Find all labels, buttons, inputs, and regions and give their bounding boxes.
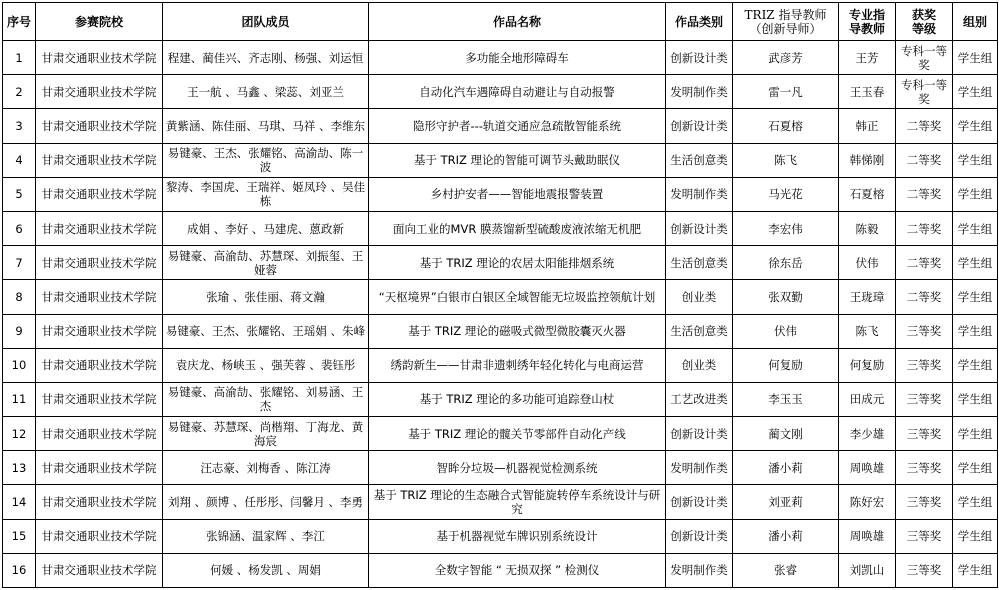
cell-category: 发明制作类: [666, 451, 733, 485]
header-school: 参赛院校: [36, 3, 163, 41]
table-row: [3, 109, 998, 143]
table-row: [3, 417, 998, 451]
table-row: [3, 211, 998, 245]
cell-members: 张瑜 、张佳丽、蒋文瀚: [163, 280, 369, 314]
cell-group: 学生组: [953, 280, 998, 314]
cell-school: 甘肃交通职业技术学院: [36, 109, 163, 143]
cell-work: 基于 TRIZ 理论的多功能可追踪登山杖: [369, 382, 666, 416]
cell-pro-mentor: 韩正: [839, 109, 896, 143]
cell-no: 5: [3, 177, 36, 211]
table-row: [3, 348, 998, 382]
table-row: [3, 246, 998, 280]
cell-triz-mentor: 徐东岳: [733, 246, 839, 280]
cell-work: 面向工业的MVR 膜蒸馏新型硫酸废液浓缩无机肥: [369, 211, 666, 245]
cell-pro-mentor: 李少雄: [839, 417, 896, 451]
cell-members: 王一航 、马鑫 、梁蕊、刘亚兰: [163, 75, 369, 109]
table-row: [3, 41, 998, 75]
cell-members: 黎涛、李国虎、王瑞祥、姬凤玲 、吴佳栋: [163, 177, 369, 211]
cell-no: 10: [3, 348, 36, 382]
cell-award: 二等奖: [896, 177, 953, 211]
table-row: [3, 485, 998, 519]
cell-work: 乡村护安者——智能地震报警装置: [369, 177, 666, 211]
cell-work: “天枢境界”白银市白银区全域智能无垃圾监控领航计划: [369, 280, 666, 314]
cell-school: 甘肃交通职业技术学院: [36, 417, 163, 451]
cell-award: 专科一等奖: [896, 75, 953, 109]
cell-pro-mentor: 陈好宏: [839, 485, 896, 519]
cell-group: 学生组: [953, 177, 998, 211]
cell-category: 创新设计类: [666, 485, 733, 519]
cell-pro-mentor: 田成元: [839, 382, 896, 416]
cell-category: 创新设计类: [666, 41, 733, 75]
cell-members: 易键豪、王杰、张耀铭、王瑶娟 、朱峰: [163, 314, 369, 348]
cell-no: 11: [3, 382, 36, 416]
cell-award: 三等奖: [896, 348, 953, 382]
cell-school: 甘肃交通职业技术学院: [36, 280, 163, 314]
cell-work: 基于机器视觉车牌识别系统设计: [369, 519, 666, 553]
cell-award: 三等奖: [896, 485, 953, 519]
cell-school: 甘肃交通职业技术学院: [36, 485, 163, 519]
cell-group: 学生组: [953, 417, 998, 451]
cell-school: 甘肃交通职业技术学院: [36, 143, 163, 177]
cell-pro-mentor: 王芳: [839, 41, 896, 75]
cell-school: 甘肃交通职业技术学院: [36, 451, 163, 485]
header-award-line2: 等级: [911, 21, 936, 36]
header-pro-mentor-line2: 导教师: [848, 21, 885, 36]
cell-work: 隐形守护者---轨道交通应急疏散智能系统: [369, 109, 666, 143]
header-award-line1: 获奖: [911, 7, 936, 22]
cell-category: 发明制作类: [666, 177, 733, 211]
cell-work: 绣韵新生——甘肃非遗刺绣年轻化转化与电商运营: [369, 348, 666, 382]
cell-pro-mentor: 周唤雄: [839, 451, 896, 485]
cell-triz-mentor: 张双勤: [733, 280, 839, 314]
cell-no: 9: [3, 314, 36, 348]
cell-category: 创新设计类: [666, 519, 733, 553]
cell-school: 甘肃交通职业技术学院: [36, 177, 163, 211]
cell-award: 三等奖: [896, 553, 953, 587]
cell-group: 学生组: [953, 143, 998, 177]
table-row: [3, 280, 998, 314]
cell-work: 基于 TRIZ 理论的生态融合式智能旋转停车系统设计与研究: [369, 485, 666, 519]
cell-members: 成娟 、李好 、马建虎、蒽政新: [163, 211, 369, 245]
cell-category: 发明制作类: [666, 75, 733, 109]
cell-group: 学生组: [953, 553, 998, 587]
cell-members: 黄紫涵、陈佳丽、马琪、马祥 、李维东: [163, 109, 369, 143]
cell-work: 基于 TRIZ 理论的髋关节零部件自动化产线: [369, 417, 666, 451]
header-row: [3, 3, 998, 41]
cell-school: 甘肃交通职业技术学院: [36, 519, 163, 553]
cell-award: 二等奖: [896, 211, 953, 245]
cell-triz-mentor: 马光花: [733, 177, 839, 211]
cell-pro-mentor: 陈毅: [839, 211, 896, 245]
cell-category: 创业类: [666, 348, 733, 382]
cell-triz-mentor: 武彦芳: [733, 41, 839, 75]
table-row: [3, 382, 998, 416]
cell-group: 学生组: [953, 348, 998, 382]
cell-school: 甘肃交通职业技术学院: [36, 246, 163, 280]
cell-triz-mentor: 雷一凡: [733, 75, 839, 109]
header-work: 作品名称: [369, 3, 666, 41]
cell-triz-mentor: 张睿: [733, 553, 839, 587]
cell-members: 刘翔 、颜博 、任彤彤、闫馨月 、李勇: [163, 485, 369, 519]
table-row: [3, 143, 998, 177]
header-members: 团队成员: [163, 3, 369, 41]
cell-group: 学生组: [953, 41, 998, 75]
cell-school: 甘肃交通职业技术学院: [36, 553, 163, 587]
cell-no: 14: [3, 485, 36, 519]
cell-work: 自动化汽车遇障碍自动避让与自动报警: [369, 75, 666, 109]
cell-group: 学生组: [953, 451, 998, 485]
cell-work: 基于 TRIZ 理论的农居太阳能排烟系统: [369, 246, 666, 280]
cell-award: 二等奖: [896, 109, 953, 143]
cell-work: 基于 TRIZ 理论的磁吸式微型微胶囊灭火器: [369, 314, 666, 348]
cell-group: 学生组: [953, 314, 998, 348]
cell-award: 二等奖: [896, 143, 953, 177]
table-row: [3, 451, 998, 485]
header-no: 序号: [3, 3, 36, 41]
header-award: [896, 3, 953, 41]
cell-award: 二等奖: [896, 246, 953, 280]
cell-category: 创新设计类: [666, 109, 733, 143]
cell-pro-mentor: 伏伟: [839, 246, 896, 280]
cell-members: 程建、蔺佳兴、齐志刚、杨强、刘运恒: [163, 41, 369, 75]
cell-pro-mentor: 陈飞: [839, 314, 896, 348]
cell-group: 学生组: [953, 75, 998, 109]
cell-members: 汪志豪、刘梅香 、陈江涛: [163, 451, 369, 485]
cell-school: 甘肃交通职业技术学院: [36, 314, 163, 348]
cell-members: 何媛 、杨发凯 、周娟: [163, 553, 369, 587]
cell-triz-mentor: 李宏伟: [733, 211, 839, 245]
cell-triz-mentor: 何复励: [733, 348, 839, 382]
awards-table: [2, 2, 998, 588]
table-row: [3, 553, 998, 587]
cell-triz-mentor: 伏伟: [733, 314, 839, 348]
cell-award: 三等奖: [896, 417, 953, 451]
cell-triz-mentor: 石夏榕: [733, 109, 839, 143]
cell-members: 易键豪、高渝劼、张耀铭、刘易涵、王杰: [163, 382, 369, 416]
cell-pro-mentor: 韩悌刚: [839, 143, 896, 177]
cell-no: 3: [3, 109, 36, 143]
cell-category: 发明制作类: [666, 553, 733, 587]
cell-category: 生活创意类: [666, 246, 733, 280]
cell-school: 甘肃交通职业技术学院: [36, 348, 163, 382]
table-row: [3, 177, 998, 211]
cell-group: 学生组: [953, 109, 998, 143]
cell-members: 张锦涵、温家辉 、李江: [163, 519, 369, 553]
table-row: [3, 75, 998, 109]
cell-group: 学生组: [953, 519, 998, 553]
cell-no: 1: [3, 41, 36, 75]
cell-work: 全数字智能 “ 无损双探 ” 检测仪: [369, 553, 666, 587]
cell-members: 易键豪、高渝劼、苏慧琛、刘振玺、王娅蓉: [163, 246, 369, 280]
header-triz-mentor-line1: TRIZ 指导教师: [744, 7, 827, 22]
cell-no: 15: [3, 519, 36, 553]
cell-category: 创新设计类: [666, 211, 733, 245]
cell-no: 8: [3, 280, 36, 314]
cell-no: 6: [3, 211, 36, 245]
cell-members: 袁庆龙、杨峡玉 、强芙蓉 、裴钰彤: [163, 348, 369, 382]
header-group: 组别: [953, 3, 998, 41]
cell-group: 学生组: [953, 246, 998, 280]
cell-triz-mentor: 刘亚莉: [733, 485, 839, 519]
cell-triz-mentor: 潘小莉: [733, 519, 839, 553]
cell-award: 专科一等奖: [896, 41, 953, 75]
cell-category: 生活创意类: [666, 314, 733, 348]
cell-work: 多功能全地形障碍车: [369, 41, 666, 75]
cell-school: 甘肃交通职业技术学院: [36, 75, 163, 109]
cell-pro-mentor: 何复励: [839, 348, 896, 382]
table-row: [3, 314, 998, 348]
cell-no: 13: [3, 451, 36, 485]
cell-category: 创业类: [666, 280, 733, 314]
header-pro-mentor: [839, 3, 896, 41]
cell-group: 学生组: [953, 485, 998, 519]
header-category: 作品类别: [666, 3, 733, 41]
cell-triz-mentor: 李玉玉: [733, 382, 839, 416]
cell-pro-mentor: 王珑璋: [839, 280, 896, 314]
cell-award: 三等奖: [896, 382, 953, 416]
cell-group: 学生组: [953, 382, 998, 416]
header-triz-mentor: [733, 3, 839, 41]
cell-pro-mentor: 周唤雄: [839, 519, 896, 553]
cell-no: 2: [3, 75, 36, 109]
cell-triz-mentor: 陈飞: [733, 143, 839, 177]
cell-no: 7: [3, 246, 36, 280]
cell-school: 甘肃交通职业技术学院: [36, 211, 163, 245]
cell-pro-mentor: 刘凯山: [839, 553, 896, 587]
cell-group: 学生组: [953, 211, 998, 245]
table-body: [3, 41, 998, 588]
cell-category: 创新设计类: [666, 417, 733, 451]
cell-award: 三等奖: [896, 519, 953, 553]
header-triz-mentor-line2: （创新导师）: [749, 21, 822, 36]
table-row: [3, 519, 998, 553]
cell-pro-mentor: 王玉春: [839, 75, 896, 109]
cell-category: 生活创意类: [666, 143, 733, 177]
cell-award: 三等奖: [896, 451, 953, 485]
cell-triz-mentor: 潘小莉: [733, 451, 839, 485]
cell-no: 16: [3, 553, 36, 587]
cell-triz-mentor: 蔺文刚: [733, 417, 839, 451]
header-pro-mentor-line1: 专业指: [848, 7, 885, 22]
cell-work: 基于 TRIZ 理论的智能可调节头戴助眠仪: [369, 143, 666, 177]
cell-members: 易键豪、苏慧琛、尚楷翔、丁海龙、黄海宸: [163, 417, 369, 451]
cell-category: 工艺改进类: [666, 382, 733, 416]
cell-pro-mentor: 石夏榕: [839, 177, 896, 211]
cell-award: 二等奖: [896, 280, 953, 314]
cell-members: 易键豪、王杰、张耀铭、高渝劼、陈一波: [163, 143, 369, 177]
cell-no: 4: [3, 143, 36, 177]
cell-school: 甘肃交通职业技术学院: [36, 382, 163, 416]
cell-work: 智眸分垃圾—机器视觉检测系统: [369, 451, 666, 485]
cell-no: 12: [3, 417, 36, 451]
cell-award: 三等奖: [896, 314, 953, 348]
cell-school: 甘肃交通职业技术学院: [36, 41, 163, 75]
